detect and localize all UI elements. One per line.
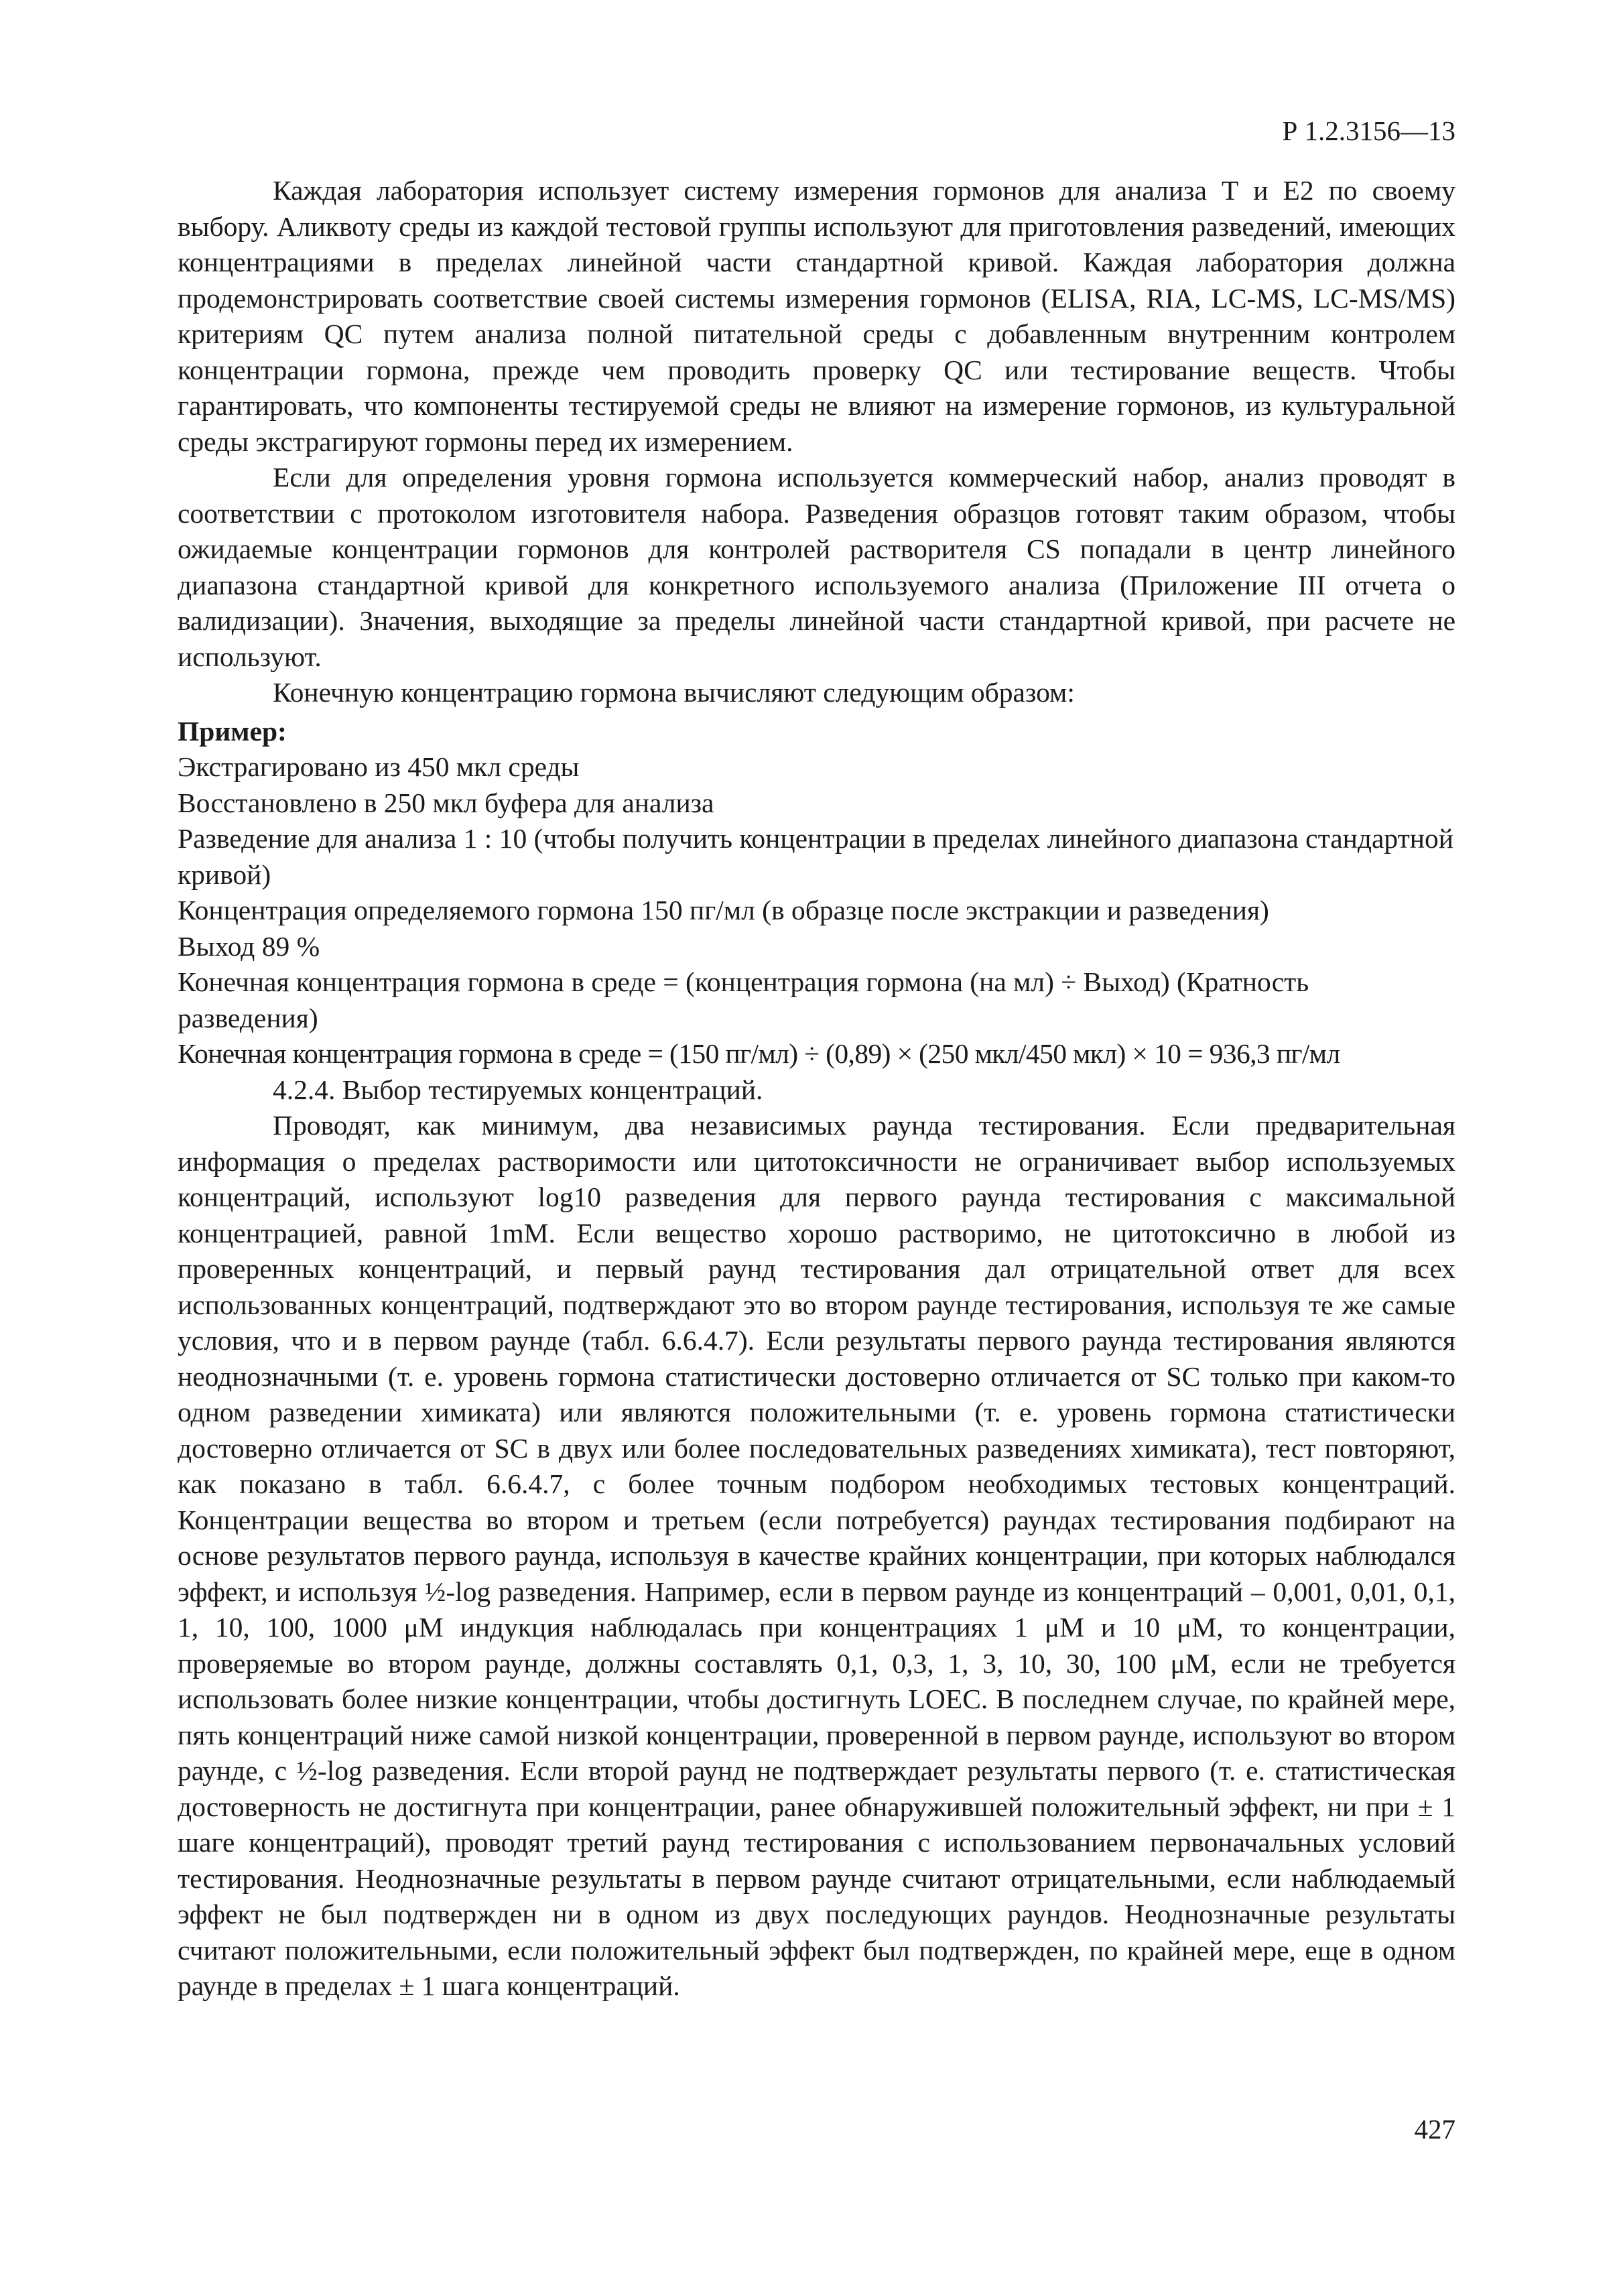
- page-number: 427: [1414, 2114, 1455, 2145]
- paragraph-testing-rounds: Проводят, как минимум, два независимых раунда тестирования. Если предварительная информация о пределах растворимости или цитотоксичности не ограничивает выбор используемых концентраций, используют log10 разведения для первого раунда тестирования с максимальной концентрацией, равной 1mM. Если вещество хорошо растворимо, не цитотоксично в любой из проверенных концентраций, и первый раунд тестирования дал отрицательной ответ для всех использованных концентраций, подтверждают это во втором раунде тестирования, используя те же самые условия, что и в первом раунде (табл. 6.6.4.7). Если результаты первого раунда тестирования являются неоднозначными (т. е. уровень гормона статистически достоверно отличается от SC только при каком-то одном разведении химиката) или являются положительными (т. е. уровень гормона статистически достоверно отличается от SC в двух или более последовательных разведениях химиката), тест повторяют, как показано в табл. 6.6.4.7, с более точным подбором необходимых тестовых концентраций. Концентрации вещества во втором и третьем (если потребуется) раундах тестирования подбирают на основе результатов первого раунда, используя в качестве крайних концентрации, при которых наблюдался эффект, и используя ½-log разведения. Например, если в первом раунде из концентраций – 0,001, 0,01, 0,1, 1, 10, 100, 1000 μM индукция наблюдалась при концентрациях 1 μM и 10 μM, то концентрации, проверяемые во втором раунде, должны составлять 0,1, 0,3, 1, 3, 10, 30, 100 μM, если не требуется использовать более низкие концентрации, чтобы достигнуть LOEC. В последнем случае, по крайней мере, пять концентраций ниже самой низкой концентрации, проверенной в первом раунде, используют во втором раунде, с ½-log разведения. Если второй раунд не подтверждает результаты первого (т. е. статистическая достоверность не достигнута при концентрации, ранее обнаружившей положительный эффект, ни при ± 1 шаге концентраций), проводят третий раунд тестирования с использованием первоначальных условий тестирования. Неоднозначные результаты в первом раунде считают отрицательными, если наблюдаемый эффект не был подтвержден ни в одном из двух последующих раундов. Неоднозначные результаты считают положительными, если положительный эффект был подтвержден, по крайней мере, еще в одном раунде в пределах ± 1 шага концентраций.: [178, 1110, 1455, 2001]
- example-line-dilution: Разведение для анализа 1 : 10 (чтобы получить концентрации в пределах линейного диапазона стандартной кривой): [178, 823, 1453, 890]
- example-line-extracted: Экстрагировано из 450 мкл среды: [178, 751, 580, 782]
- example-block: [178, 749, 1455, 1072]
- document-code-header: Р 1.2.3156—13: [1282, 115, 1455, 146]
- paragraph-commercial-kit: Если для определения уровня гормона используется коммерческий набор, анализ проводят в соответствии с протоколом изготовителя набора. Разведения образцов готовят таким образом, чтобы ожидаемые концентрации гормонов для контролей растворителя CS попадали в центр линейного диапазона стандартной кривой для конкретного используемого анализа (Приложение III отчета о валидизации). Значения, выходящие за пределы линейной части стандартной кривой, при расчете не используют.: [178, 462, 1455, 672]
- paragraph-final-concentration-intro: Конечную концентрацию гормона вычисляют следующим образом:: [273, 677, 1075, 708]
- example-line-final-formula-numbers: Конечная концентрация гормона в среде = (150 пг/мл) ÷ (0,89) × (250 мкл/450 мкл) × 10 = 936,3 пг/мл: [178, 1038, 1340, 1069]
- section-heading-concentration-selection: 4.2.4. Выбор тестируемых концентраций.: [273, 1074, 763, 1105]
- document-body: [178, 173, 1455, 2004]
- example-line-reconstituted: Восстановлено в 250 мкл буфера для анализа: [178, 787, 714, 818]
- example-line-hormone-concentration: Концентрация определяемого гормона 150 пг/мл (в образце после экстракции и разведения): [178, 895, 1269, 926]
- paragraph-hormone-measurement: Каждая лаборатория использует систему измерения гормонов для анализа Т и Е2 по своему выбору. Аликвоту среды из каждой тестовой группы используют для приготовления разведений, имеющих концентрациями в пределах линейной части стандартной кривой. Каждая лаборатория должна продемонстрировать соответствие своей системы измерения гормонов (ELISA, RIA, LC-MS, LC-MS/MS) критериям QC путем анализа полной питательной среды с добавленным внутренним контролем концентрации гормона, прежде чем проводить проверку QC или тестирование веществ. Чтобы гарантировать, что компоненты тестируемой среды не влияют на измерение гормонов, из культуральной среды экстрагируют гормоны перед их измерением.: [178, 175, 1455, 457]
- example-line-yield: Выход 89 %: [178, 930, 320, 962]
- example-title: Пример:: [178, 715, 287, 747]
- example-line-final-formula-words: Конечная концентрация гормона в среде = (концентрация гормона (на мл) ÷ Выход) (Кратность разведения): [178, 966, 1309, 1033]
